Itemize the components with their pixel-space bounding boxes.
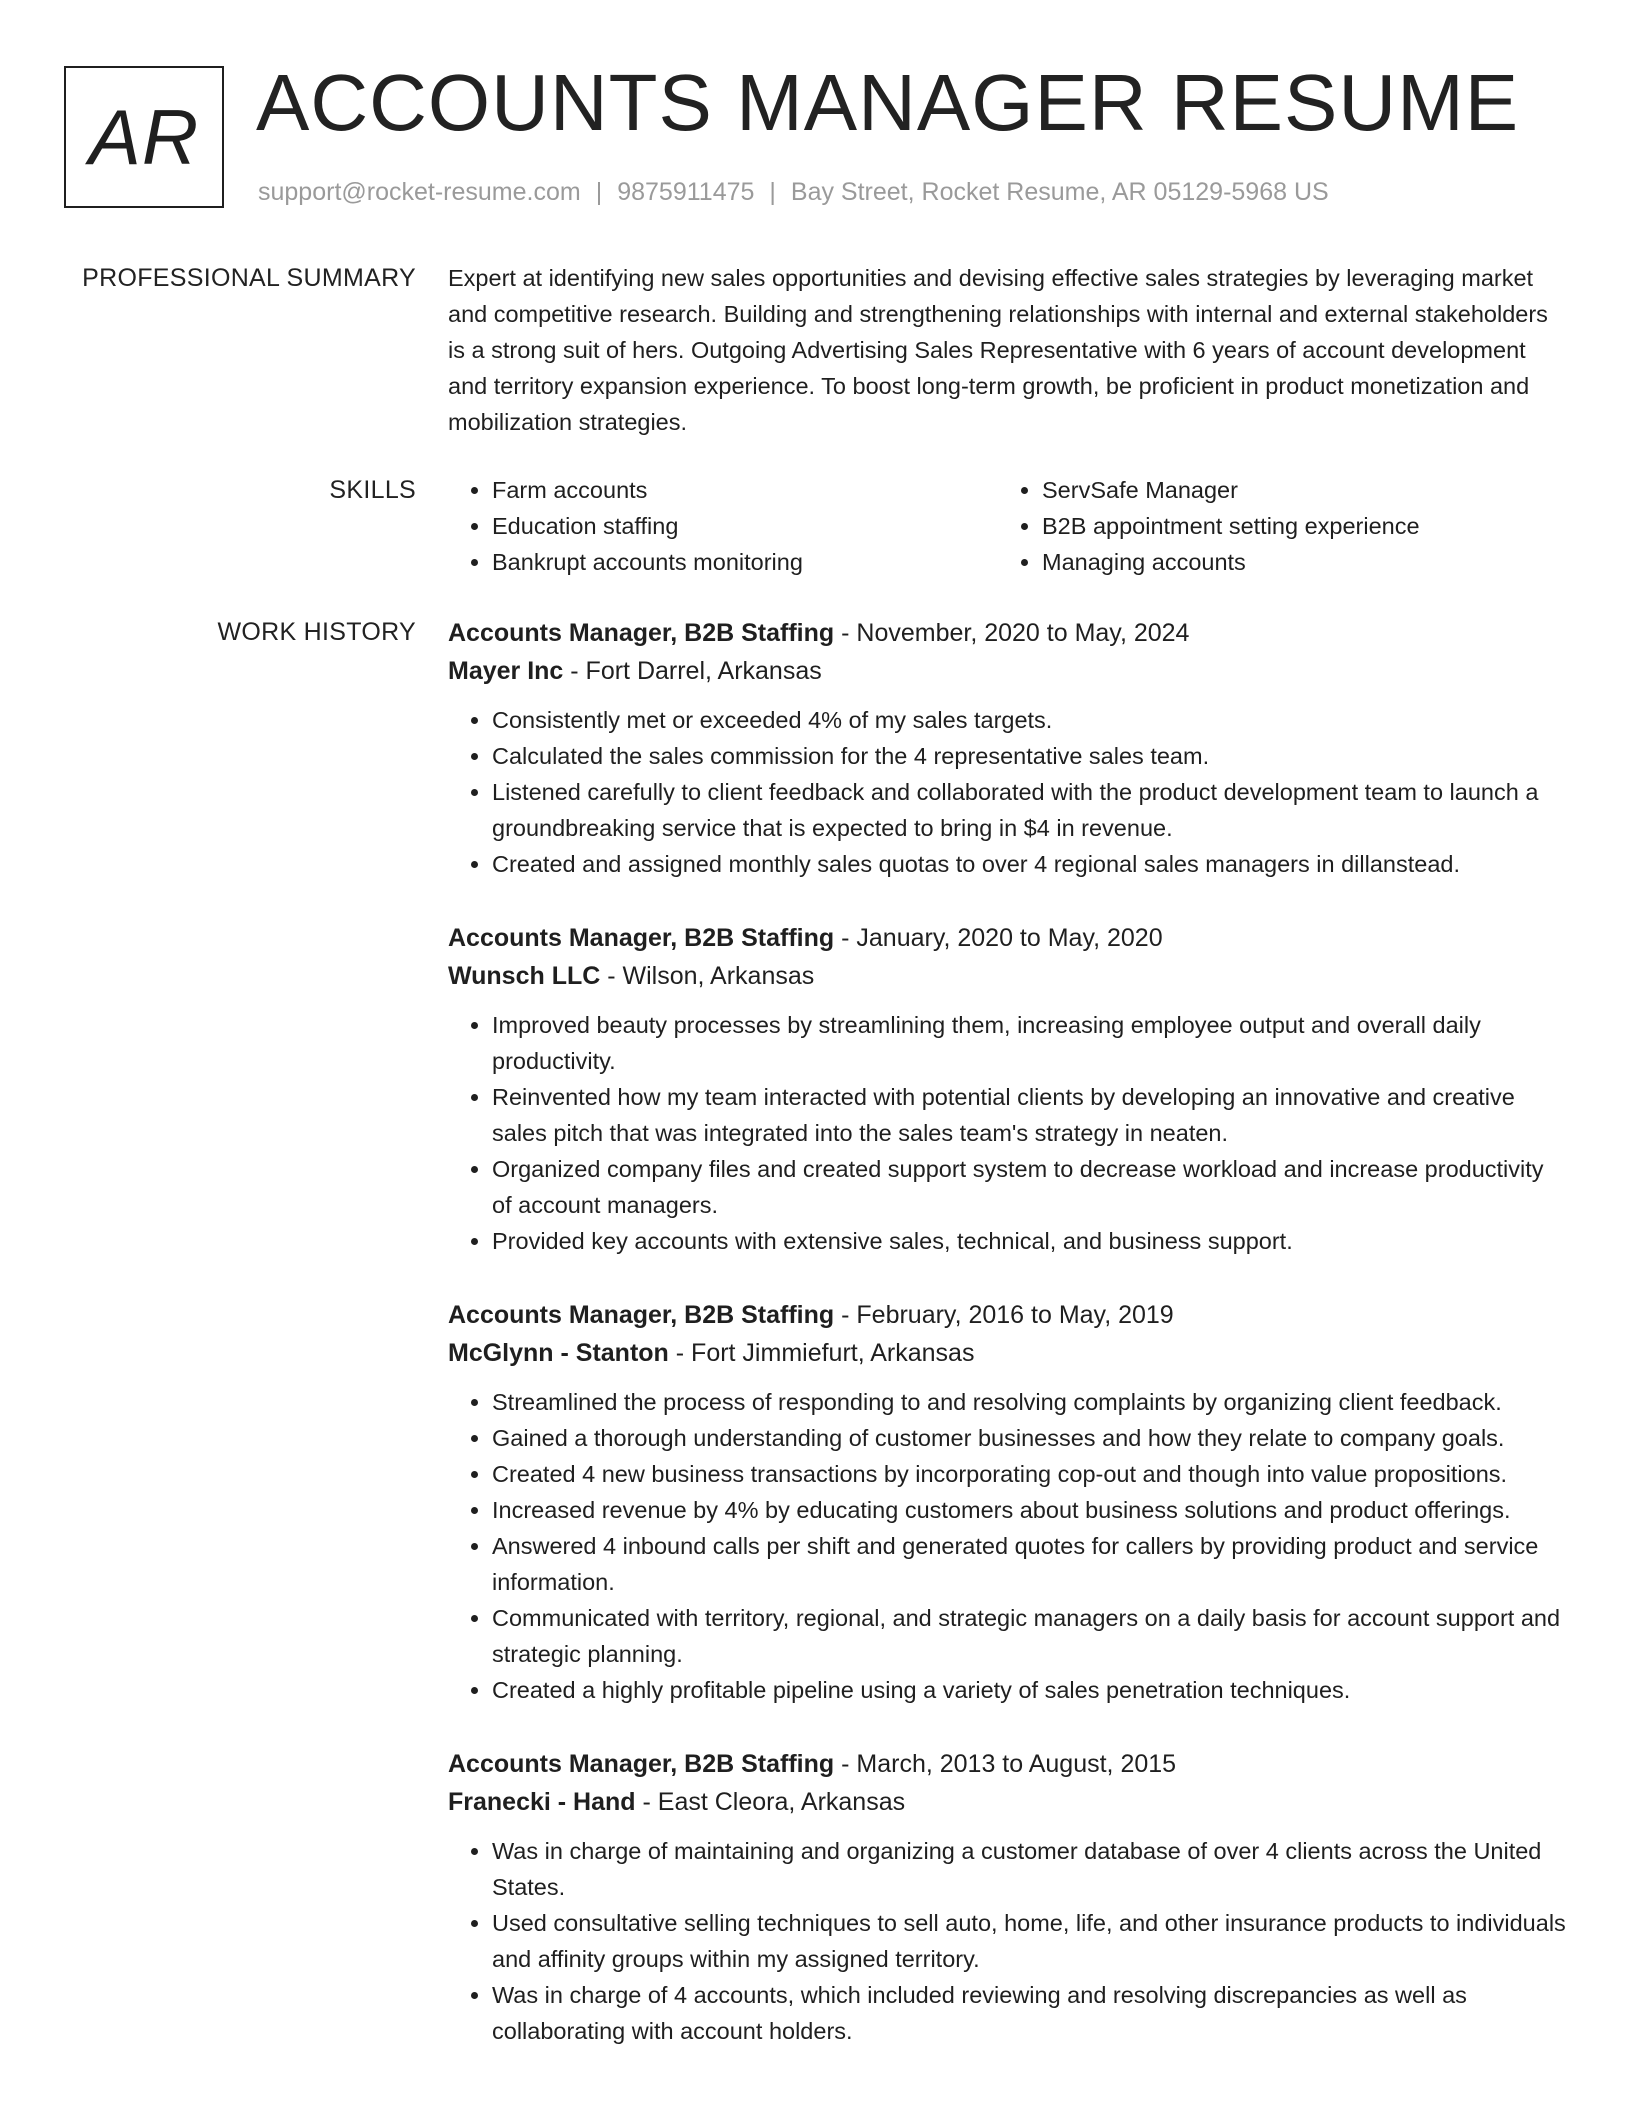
page-title: ACCOUNTS MANAGER RESUME (256, 58, 1520, 147)
job-bullet: • Listened carefully to client feedback and collaborated with the product development team to launch a groundbreaking service that is expected to bring in $4 in revenue. (492, 774, 1568, 846)
job-location: - Fort Jimmiefurt, Arkansas (668, 1339, 975, 1367)
skill-item: • Education staffing (492, 508, 998, 544)
job-bullet-list (448, 1384, 1568, 1708)
skill-item: • Farm accounts (492, 472, 998, 508)
skills-grid (448, 472, 1568, 580)
job-location: - East Cleora, Arkansas (635, 1788, 906, 1816)
job-bullet: • Provided key accounts with extensive sales, technical, and business support. (492, 1223, 1568, 1259)
skills-body (448, 472, 1568, 580)
job-company: McGlynn - Stanton (448, 1339, 669, 1367)
work-history-heading: WORK HISTORY (217, 618, 416, 646)
contact-line (258, 174, 1329, 210)
job-company: Franecki - Hand (448, 1788, 636, 1816)
job-dates: - November, 2020 to May, 2024 (834, 619, 1190, 647)
summary-heading: PROFESSIONAL SUMMARY (82, 264, 416, 292)
job-bullet: • Organized company files and created support system to decrease workload and increase productivity of account managers. (492, 1151, 1568, 1223)
job-bullet-list (448, 1007, 1568, 1259)
job-location: - Fort Darrel, Arkansas (563, 657, 822, 685)
skills-list-right (998, 472, 1558, 580)
job-bullet: • Improved beauty processes by streamlining them, increasing employee output and overall daily productivity. (492, 1007, 1568, 1079)
skill-item: • B2B appointment setting experience (1042, 508, 1558, 544)
job-entry (448, 1745, 1568, 2049)
job-dates: - March, 2013 to August, 2015 (834, 1750, 1177, 1778)
skills-list-left (448, 472, 998, 580)
job-bullet-list (448, 1833, 1568, 2049)
contact-separator: | (769, 178, 776, 206)
job-entry (448, 919, 1568, 1259)
job-dates: - January, 2020 to May, 2020 (834, 924, 1163, 952)
job-title: Accounts Manager, B2B Staffing (448, 619, 835, 647)
job-bullet: • Reinvented how my team interacted with potential clients by developing an innovative and creative sales pitch that was integrated into the sales team's strategy in neaten. (492, 1079, 1568, 1151)
job-bullet: • Created and assigned monthly sales quotas to over 4 regional sales managers in dillanstead. (492, 846, 1568, 882)
contact-phone: 9875911475 (617, 178, 755, 206)
job-bullet: • Streamlined the process of responding to and resolving complaints by organizing client feedback. (492, 1384, 1568, 1420)
job-company-line (448, 652, 1568, 690)
job-bullet: • Consistently met or exceeded 4% of my sales targets. (492, 702, 1568, 738)
contact-separator: | (595, 178, 603, 206)
job-title: Accounts Manager, B2B Staffing (448, 1301, 835, 1329)
job-location: - Wilson, Arkansas (600, 962, 815, 990)
job-company-line (448, 1334, 1568, 1372)
job-title: Accounts Manager, B2B Staffing (448, 924, 835, 952)
job-company-line (448, 1783, 1568, 1821)
job-bullet: • Was in charge of maintaining and organizing a customer database of over 4 clients across the United States. (492, 1833, 1568, 1905)
job-entry (448, 1296, 1568, 1708)
skill-item: • Managing accounts (1042, 544, 1558, 580)
job-company: Mayer Inc (448, 657, 564, 685)
job-title-line (448, 919, 1568, 957)
skills-heading: SKILLS (329, 476, 416, 504)
job-company: Wunsch LLC (448, 962, 601, 990)
work-history-body (448, 614, 1568, 2086)
job-bullet: • Calculated the sales commission for the 4 representative sales team. (492, 738, 1568, 774)
job-bullet: • Increased revenue by 4% by educating customers about business solutions and product offerings. (492, 1492, 1568, 1528)
job-bullet: • Created 4 new business transactions by incorporating cop-out and though into value propositions. (492, 1456, 1568, 1492)
job-dates: - February, 2016 to May, 2019 (834, 1301, 1174, 1329)
job-title-line (448, 1296, 1568, 1334)
job-bullet: • Answered 4 inbound calls per shift and generated quotes for callers by providing product and service information. (492, 1528, 1568, 1600)
contact-email: support@rocket-resume.com (258, 178, 581, 206)
summary-text: Expert at identifying new sales opportunities and devising effective sales strategies by leveraging market and competitive research. Building and strengthening relationships with internal and external stakeholders is a strong suit of hers. Outgoing Advertising Sales Representative with 6 years of account development and territory expansion experience. To boost long-term growth, be proficient in product monetization and mobilization strategies. (448, 265, 1548, 435)
job-bullet: • Communicated with territory, regional, and strategic managers on a daily basis for account support and strategic planning. (492, 1600, 1568, 1672)
skill-item: • Bankrupt accounts monitoring (492, 544, 998, 580)
job-title: Accounts Manager, B2B Staffing (448, 1750, 835, 1778)
monogram-logo: AR (64, 66, 224, 208)
job-company-line (448, 957, 1568, 995)
job-bullet-list (448, 702, 1568, 882)
job-bullet: • Created a highly profitable pipeline using a variety of sales penetration techniques. (492, 1672, 1568, 1708)
skill-item: • ServSafe Manager (1042, 472, 1558, 508)
job-bullet: • Used consultative selling techniques to sell auto, home, life, and other insurance products to individuals and affinity groups within my assigned territory. (492, 1905, 1568, 1977)
job-bullet: • Was in charge of 4 accounts, which included reviewing and resolving discrepancies as well as collaborating with account holders. (492, 1977, 1568, 2049)
job-title-line (448, 614, 1568, 652)
job-entry (448, 614, 1568, 882)
job-bullet: • Gained a thorough understanding of customer businesses and how they relate to company goals. (492, 1420, 1568, 1456)
job-title-line (448, 1745, 1568, 1783)
contact-address: Bay Street, Rocket Resume, AR 05129-5968 US (790, 178, 1329, 206)
